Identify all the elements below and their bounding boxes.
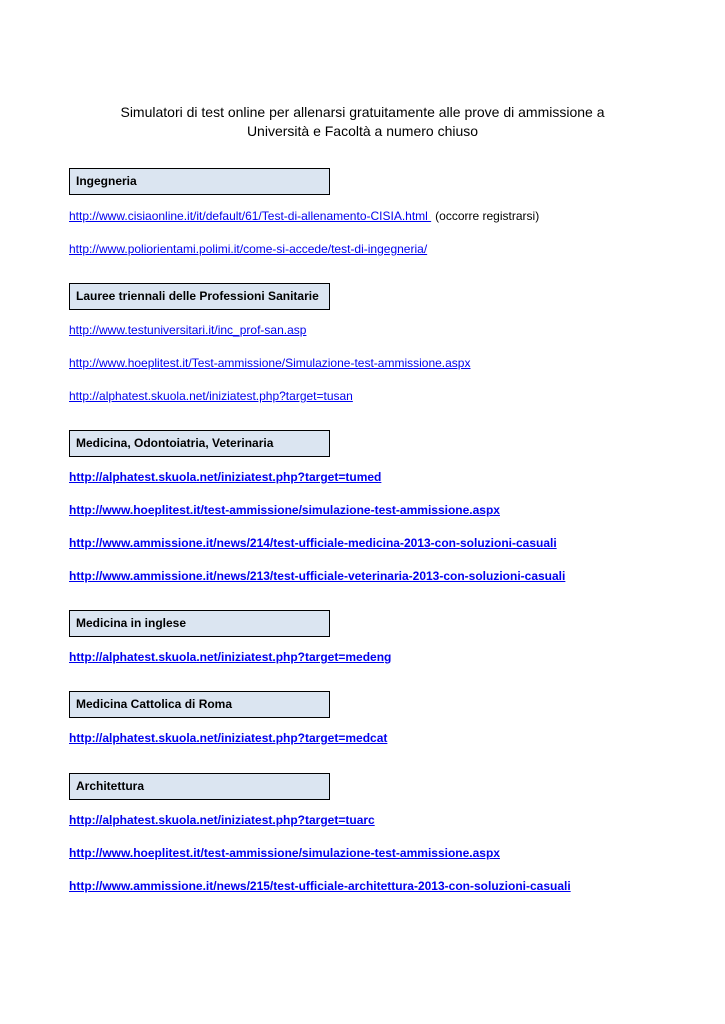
link-ammissione-medicina[interactable]: http://www.ammissione.it/news/214/test-ufficiale-medicina-2013-con-soluzioni-casuali — [69, 536, 557, 550]
link-row — [69, 469, 381, 485]
link-alphatest-medeng[interactable]: http://alphatest.skuola.net/iniziatest.php?target=medeng — [69, 650, 392, 664]
link-row — [69, 502, 500, 518]
link-row — [69, 241, 427, 257]
link-alphatest-tuarc[interactable]: http://alphatest.skuola.net/iniziatest.php?target=tuarc — [69, 813, 375, 827]
link-note: (occorre registrarsi) — [435, 209, 540, 223]
link-row — [69, 388, 353, 404]
link-ammissione-veterinaria[interactable]: http://www.ammissione.it/news/213/test-ufficiale-veterinaria-2013-con-soluzioni-casuali — [69, 569, 566, 583]
title-line-2: Università e Facoltà a numero chiuso — [246, 123, 479, 139]
link-row — [69, 208, 539, 224]
link-alphatest-tumed[interactable]: http://alphatest.skuola.net/iniziatest.php?target=tumed — [69, 470, 382, 484]
section-heading-ingegneria: Ingegneria — [69, 168, 330, 195]
link-alphatest-medcat[interactable]: http://alphatest.skuola.net/iniziatest.php?target=medcat — [69, 731, 388, 745]
link-row — [69, 568, 565, 584]
link-row — [69, 355, 470, 371]
title-line-1: Simulatori di test online per allenarsi gratuitamente alle prove di ammissione a — [120, 104, 605, 120]
link-alphatest-tusan[interactable]: http://alphatest.skuola.net/iniziatest.php?target=tusan — [69, 389, 353, 403]
link-row — [69, 322, 306, 338]
section-heading-medicina-cattolica: Medicina Cattolica di Roma — [69, 691, 330, 718]
section-heading-professioni-sanitarie: Lauree triennali delle Professioni Sanitarie — [69, 283, 330, 310]
link-hoeplitest[interactable]: http://www.hoeplitest.it/test-ammissione/simulazione-test-ammissione.aspx — [69, 503, 500, 517]
link-poliorientami[interactable]: http://www.poliorientami.polimi.it/come-si-accede/test-di-ingegneria/ — [69, 242, 428, 256]
link-row — [69, 878, 571, 894]
document-title — [0, 103, 725, 141]
section-heading-architettura: Architettura — [69, 773, 330, 800]
link-row — [69, 535, 557, 551]
link-row — [69, 649, 391, 665]
section-heading-medicina-inglese: Medicina in inglese — [69, 610, 330, 637]
link-row — [69, 845, 500, 861]
link-testuniversitari[interactable]: http://www.testuniversitari.it/inc_prof-san.asp — [69, 323, 307, 337]
link-hoeplitest[interactable]: http://www.hoeplitest.it/Test-ammissione/Simulazione-test-ammissione.aspx — [69, 356, 471, 370]
link-row — [69, 812, 375, 828]
section-heading-medicina-odontoiatria-veterinaria: Medicina, Odontoiatria, Veterinaria — [69, 430, 330, 457]
link-cisia-test[interactable]: http://www.cisiaonline.it/it/default/61/Test-di-allenamento-CISIA.html — [69, 209, 432, 223]
link-hoeplitest[interactable]: http://www.hoeplitest.it/test-ammissione/simulazione-test-ammissione.aspx — [69, 846, 500, 860]
link-row — [69, 730, 387, 746]
link-ammissione-architettura[interactable]: http://www.ammissione.it/news/215/test-ufficiale-architettura-2013-con-soluzioni-casuali — [69, 879, 571, 893]
